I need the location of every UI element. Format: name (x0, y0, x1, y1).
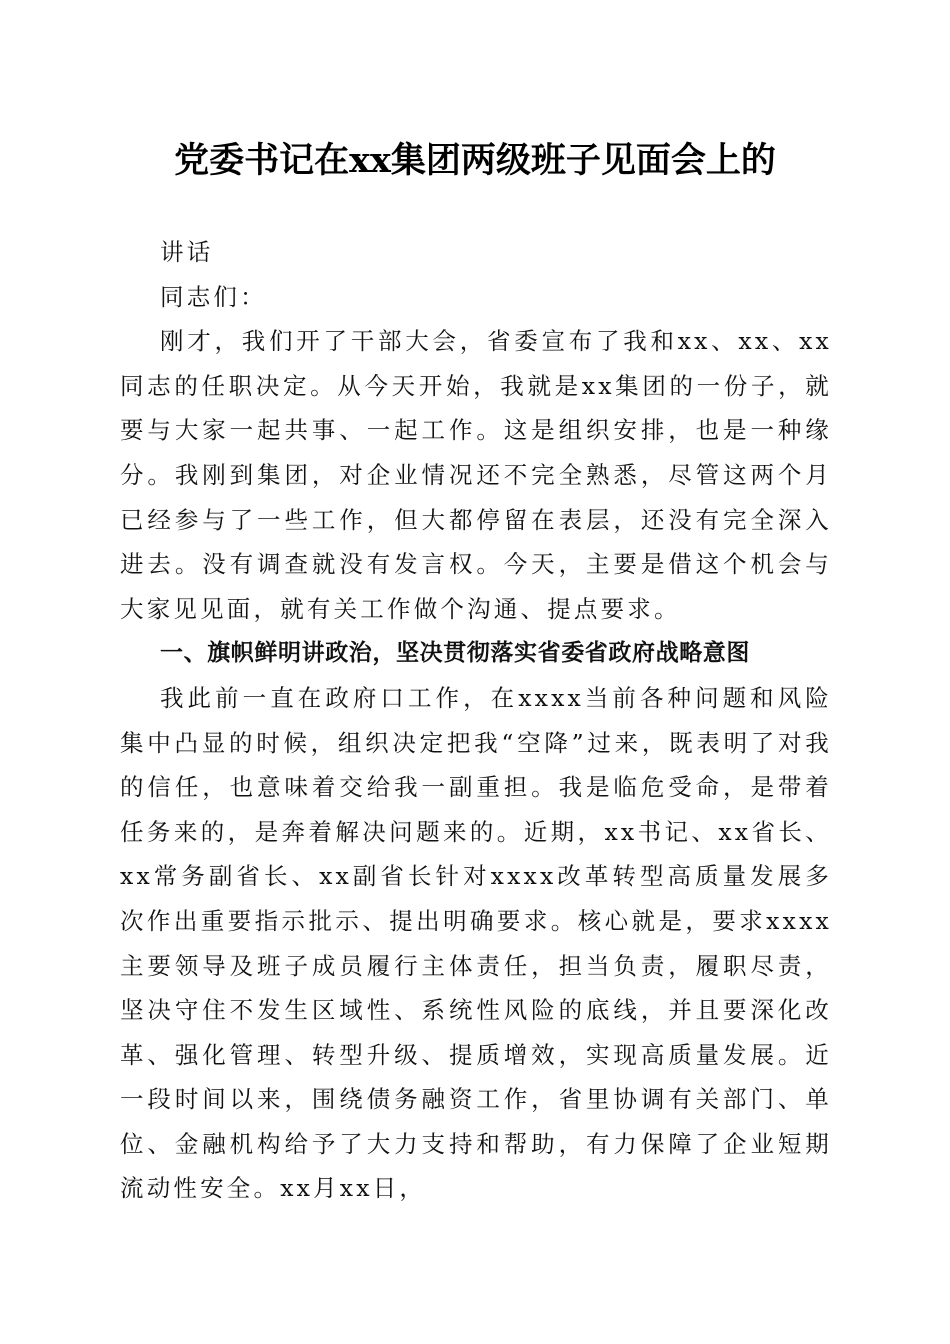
document-title: 党委书记在xx集团两级班子见面会上的 (174, 140, 776, 181)
salutation: 同志们： (160, 282, 267, 311)
paragraph-intro: 刚才，我们开了干部大会，省委宣布了我和xx、xx、xx同志的任职决定。从今天开始，我就是xx集团的一份子，就要与大家一起共事、一起工作。这是组织安排，也是一种缘分。我刚到集团，对企业情况还不完全熟悉，尽管这两个月已经参与了一些工作，但大都停留在表层，还没有完全深入进去。没有调查就没有发言权。今天，主要是借这个机会与大家见见面，就有关工作做个沟通、提点要求。 (120, 327, 832, 623)
section-heading: 一、旗帜鲜明讲政治，坚决贯彻落实省委省政府战略意图 (160, 640, 750, 667)
paragraph-continuation: 讲话 (160, 238, 214, 266)
document-body (120, 230, 832, 1211)
paragraph-section-one: 我此前一直在政府口工作，在xxxx当前各种问题和风险集中凸显的时候，组织决定把我“空降”过来，既表明了对我的信任，也意味着交给我一副重担。我是临危受命，是带着任务来的，是奔着解决问题来的。近期，xx书记、xx省长、xx常务副省长、xx副省长针对xxxx改革转型高质量发展多次作出重要指示批示、提出明确要求。核心就是，要求xxxx主要领导及班子成员履行主体责任，担当负责，履职尽责，坚决守住不发生区域性、系统性风险的底线，并且要深化改革、强化管理、转型升级、提质增效，实现高质量发展。近一段时间以来，围绕债务融资工作，省里协调有关部门、单位、金融机构给予了大力支持和帮助，有力保障了企业短期流动性安全。xx月xx日， (120, 683, 832, 1203)
